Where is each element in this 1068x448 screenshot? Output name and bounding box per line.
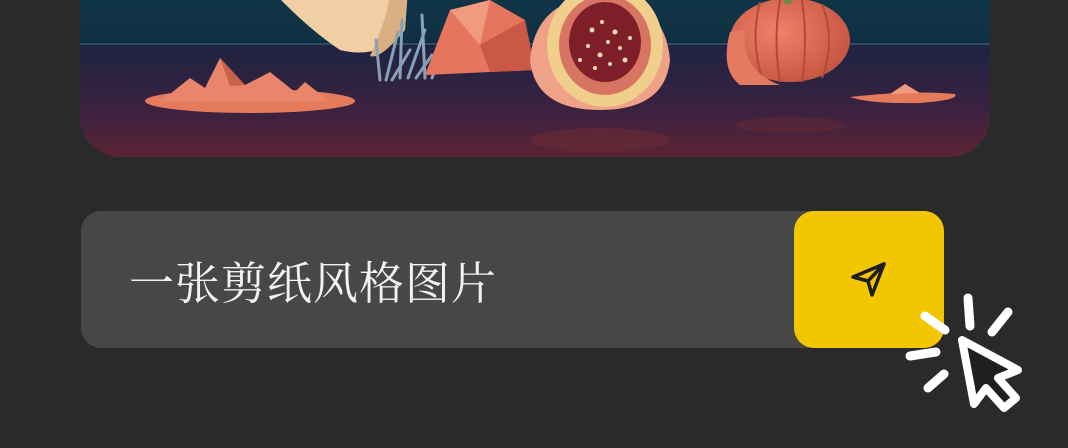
generated-image — [80, 0, 990, 157]
send-icon — [849, 260, 889, 300]
click-cursor-icon — [900, 288, 1040, 418]
prompt-input[interactable]: 一张剪纸风格图片 — [129, 257, 498, 310]
